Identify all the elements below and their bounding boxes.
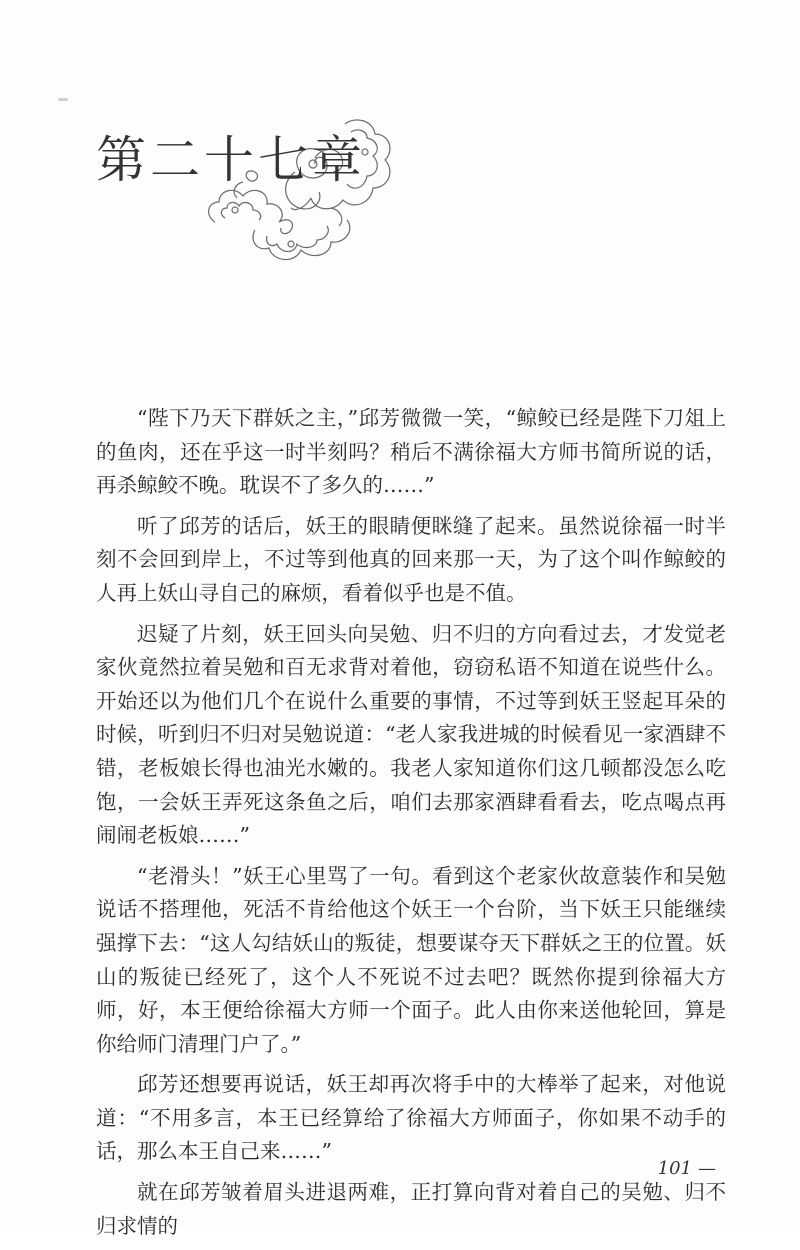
paragraph: 就在邱芳皱着眉头进退两难，正打算向背对着自己的吴勉、归不归求情的 xyxy=(96,1180,726,1238)
chapter-title: 第二十七章 xyxy=(96,131,366,189)
chapter-body xyxy=(96,402,726,1250)
page-number xyxy=(658,1158,716,1179)
scan-speck xyxy=(58,98,68,101)
paragraph: 听了邱芳的话后，妖王的眼睛便眯缝了起来。虽然说徐福一时半刻不会回到岸上，不过等到他真的回来那一天，为了这个叫作鲸鲛的人再上妖山寻自己的麻烦，看着似乎也是不值。 xyxy=(96,513,726,605)
page-number-dash: — xyxy=(698,1158,716,1179)
paragraph: 邱芳还想要再说话，妖王却再次将手中的大棒举了起来，对他说道：“不用多言，本王已经算给了徐福大方师面子，你如果不动手的话，那么本王自己来……” xyxy=(96,1072,726,1164)
paragraph: “陛下乃天下群妖之主，”邱芳微微一笑，“鲸鲛已经是陛下刀俎上的鱼肉，还在乎这一时半刻吗？稍后不满徐福大方师书简所说的话，再杀鲸鲛不晚。耽误不了多久的……” xyxy=(96,406,726,498)
paragraph: 迟疑了片刻，妖王回头向吴勉、归不归的方向看过去，才发觉老家伙竟然拉着吴勉和百无求背对着他，窃窃私语不知道在说些什么。开始还以为他们几个在说什么重要的事情，不过等到妖王竖起耳朵的时候，听到归不归对吴勉说道：“老人家我进城的时候看见一家酒肆不错，老板娘长得也油光水嫩的。我老人家知道你们这几顿都没怎么吃饱，一会妖王弄死这条鱼之后，咱们去那家酒肆看看去，吃点喝点再闹闹老板娘……” xyxy=(96,621,726,848)
paragraph: “老滑头！”妖王心里骂了一句。看到这个老家伙故意装作和吴勉说话不搭理他，死活不肯给他这个妖王一个台阶，当下妖王只能继续强撑下去：“这人勾结妖山的叛徒，想要谋夺天下群妖之王的位置。妖山的叛徒已经死了，这个人不死说不过去吧？既然你提到徐福大方师，好，本王便给徐福大方师一个面子。此人由你来送他轮回，算是你给师门清理门户了。” xyxy=(96,863,726,1056)
page-number-value: 101 xyxy=(657,1158,692,1179)
